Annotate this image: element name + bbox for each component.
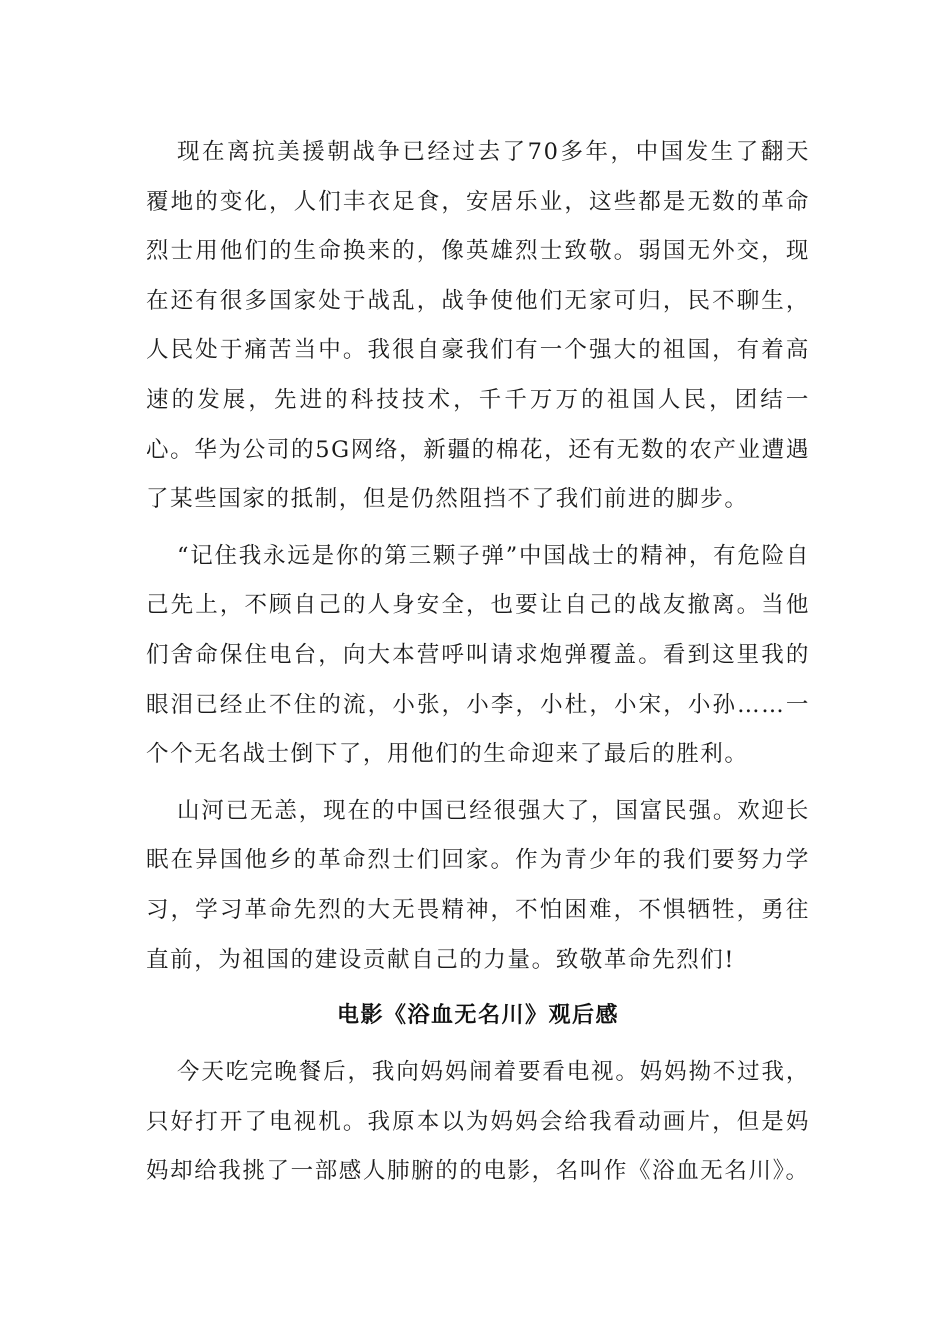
- paragraph-movie-intro: 今天吃完晚餐后，我向妈妈闹着要看电视。妈妈拗不过我，只好打开了电视机。我原本以为妈妈会给我看动画片，但是妈妈却给我挑了一部感人肺腑的的电影，名叫作《浴血无名川》。: [146, 1059, 810, 1185]
- section-heading: 电影《浴血无名川》观后感: [336, 1003, 619, 1029]
- paragraph-war-anniversary: 现在离抗美援朝战争已经过去了70多年，中国发生了翻天覆地的变化，人们丰衣足食，安居乐业，这些都是无数的革命烈士用他们的生命换来的，像英雄烈士致敬。弱国无外交，现在还有很多国家处于战乱，战争使他们无家可归，民不聊生，人民处于痛苦当中。我很自豪我们有一个强大的祖国，有着高速的发展，先进的科技技术，千千万万的祖国人民，团结一心。华为公司的5G网络，新疆的棉花，还有无数的农产业遭遇了某些国家的抵制，但是仍然阻挡不了我们前进的脚步。: [146, 139, 810, 513]
- paragraph-third-bullet: “记住我永远是你的第三颗子弹”中国战士的精神，有危险自己先上，不顾自己的人身安全，也要让自己的战友撤离。当他们舍命保住电台，向大本营呼叫请求炮弹覆盖。看到这里我的眼泪已经止不住的流，小张，小李，小杜，小宋，小孙……一个个无名战士倒下了，用他们的生命迎来了最后的胜利。: [146, 542, 810, 768]
- document-body: [146, 128, 810, 1204]
- paragraph-tribute: 山河已无恙，现在的中国已经很强大了，国富民强。欢迎长眠在异国他乡的革命烈士们回家。作为青少年的我们要努力学习，学习革命先烈的大无畏精神，不怕困难，不惧牺牲，勇往直前，为祖国的建设贡献自己的力量。致敬革命先烈们!: [146, 797, 810, 973]
